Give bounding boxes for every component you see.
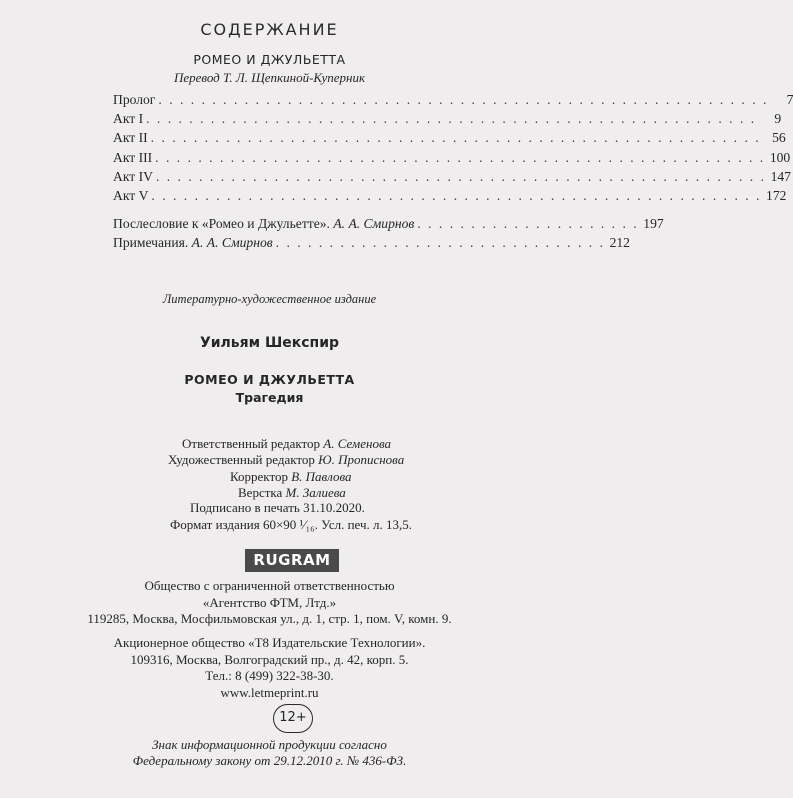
book-genre: Трагедия: [235, 390, 304, 405]
toc-entry-page: 197: [643, 216, 664, 232]
toc-leader-dots: . . . . . . . . . . . . . . . . . . . . . . . . . . . . . . . . . . . . . . . . . . . . . . . . . . . . . . . . .: [151, 187, 762, 203]
toc-entry-author: А. А. Смирнов: [333, 216, 415, 232]
toc-entry-label: Примечания. А. А. Смирнов: [113, 235, 276, 251]
toc-leader-dots: . . . . . . . . . . . . . . . . . . . . . . . . . . . . . . . . . . . . . . . . . . . . . . . . . . . . . . . . .: [155, 168, 766, 184]
credit-line: Верстка М. Залиева: [238, 485, 346, 501]
toc-entry: [113, 168, 791, 188]
toc-entry: [113, 149, 791, 169]
toc-leader-dots: . . . . . . . . . . . . . . . . . . . . . . . . . . . . . . .: [275, 235, 605, 251]
translation-note: Перевод Т. Л. Щепкиной-Куперник: [173, 70, 366, 85]
book-title: РОМЕО И ДЖУЛЬЕТТА: [184, 372, 355, 387]
credit-line: Художественный редактор Ю. Прописнова: [168, 452, 405, 468]
toc-entry-label: Пролог: [113, 92, 158, 108]
print-signed-date: Подписано в печать 31.10.2020.: [190, 500, 365, 515]
contents-heading: СОДЕРЖАНИЕ: [200, 20, 339, 39]
table-of-contents: [113, 92, 793, 255]
toc-spacer: [113, 207, 488, 216]
age-rating-badge: 12+: [273, 704, 313, 733]
legal-line: Знак информационной продукции согласно: [152, 737, 387, 752]
publisher-block: [0, 578, 539, 628]
toc-entry-page: 56: [772, 130, 786, 146]
edition-type: Литературно-художественное издание: [162, 292, 377, 306]
legal-notice: [0, 737, 539, 769]
toc-leader-dots: . . . . . . . . . . . . . . . . . . . . . . . . . . . . . . . . . . . . . . . . . . . . . . . . . . . . . . . . .: [158, 92, 769, 107]
toc-entry-label: Акт III: [113, 150, 155, 166]
toc-entry-page: 212: [609, 235, 630, 251]
toc-entry-author: А. А. Смирнов: [191, 235, 273, 251]
print-info: [170, 500, 412, 533]
toc-entry-page: 100: [769, 149, 791, 165]
toc-entry: [113, 111, 782, 130]
toc-entry-page: 7: [786, 92, 793, 107]
toc-entry: [113, 187, 787, 207]
toc-entry-page: 147: [770, 168, 791, 184]
toc-leader-dots: . . . . . . . . . . . . . . . . . . . . .: [417, 216, 639, 232]
publisher-address: 119285, Москва, Мосфильмовская ул., д. 1, стр. 1, пом. V, комн. 9.: [87, 611, 452, 626]
credit-line: Ответственный редактор А. Семенова: [182, 436, 391, 451]
work-title: РОМЕО И ДЖУЛЬЕТТА: [193, 52, 346, 67]
toc-entry: [113, 130, 786, 149]
print-format: Формат издания 60×90 ¹⁄₁₆. Усл. печ. л. 13,5.: [170, 516, 413, 532]
toc-entry-label: Послесловие к «Ромео и Джульетте». А. А. Смирнов: [113, 216, 417, 232]
toc-entry-label: Акт II: [113, 130, 151, 146]
credit-line: Корректор В. Павлова: [230, 468, 352, 484]
credits-block: [168, 436, 448, 502]
printer-line: Акционерное общество «Т8 Издательские Технологии».: [113, 635, 426, 650]
toc-leader-dots: . . . . . . . . . . . . . . . . . . . . . . . . . . . . . . . . . . . . . . . . . . . . . . . . . . . . . . . . .: [155, 149, 766, 165]
toc-entry-notes: [113, 235, 630, 254]
publisher-line: «Агентство ФТМ, Лтд.»: [202, 594, 337, 610]
toc-leader-dots: . . . . . . . . . . . . . . . . . . . . . . . . . . . . . . . . . . . . . . . . . . . . . . . . . . . . . . . . .: [150, 130, 761, 146]
toc-entry: [113, 92, 793, 111]
printer-address: 109316, Москва, Волгоградский пр., д. 42, корп. 5.: [130, 651, 409, 667]
toc-entry-afterword: [113, 216, 664, 235]
toc-entry-page: 172: [766, 187, 787, 203]
book-author: Уильям Шекспир: [199, 335, 340, 351]
toc-entry-label: Акт IV: [113, 169, 156, 185]
publisher-line: Общество с ограниченной ответственностью: [144, 578, 395, 593]
toc-entry-label: Акт V: [113, 188, 151, 204]
rugram-logo: RUGRAM: [245, 549, 339, 572]
legal-line: Федеральному закону от 29.12.2010 г. № 436-ФЗ.: [132, 753, 407, 769]
toc-entry-page: 9: [774, 111, 782, 127]
printer-block: [0, 635, 539, 701]
printer-phone: Тел.: 8 (499) 322-38-30.: [205, 668, 334, 683]
toc-entry-label: Акт I: [113, 111, 146, 127]
toc-leader-dots: . . . . . . . . . . . . . . . . . . . . . . . . . . . . . . . . . . . . . . . . . . . . . . . . . . . . . . . . .: [146, 111, 757, 127]
printer-website: www.letmeprint.ru: [220, 684, 319, 700]
